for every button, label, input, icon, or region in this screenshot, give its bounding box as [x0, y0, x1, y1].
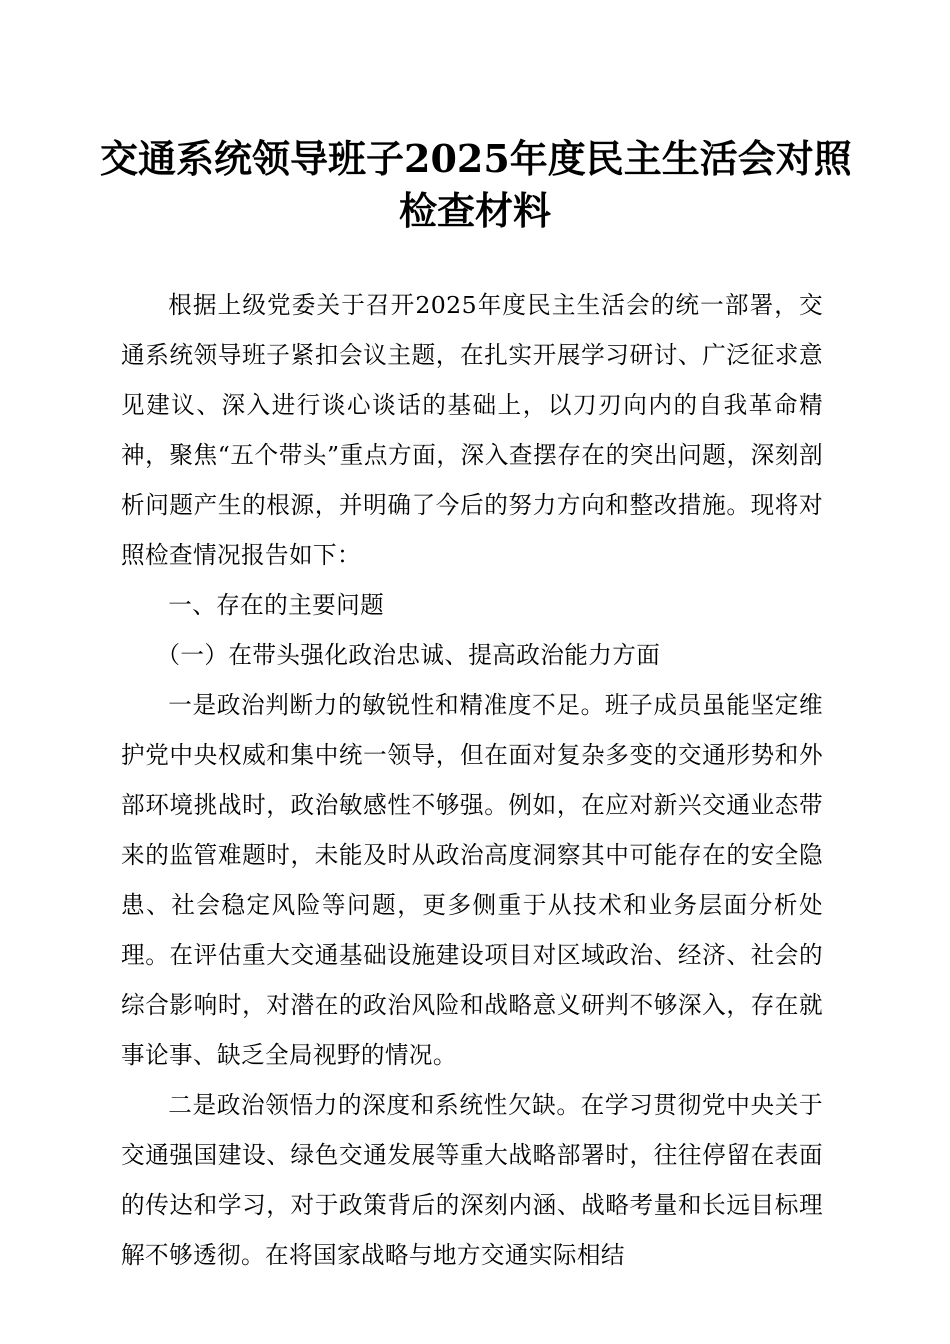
document-title: [100, 133, 850, 237]
paragraph-lead: 二是政治领悟力的深度和系统性欠缺。: [168, 1091, 581, 1119]
paragraph-lead: 一是政治判断力的敏锐性和精准度不足。: [168, 691, 605, 719]
intro-paragraph: 根据上级党委关于召开2025年度民主生活会的统一部署，交通系统领导班子紧扣会议主题，在扎实开展学习研讨、广泛征求意见建议、深入进行谈心谈话的基础上，以刀刃向内的自我革命精神，聚焦“五个带头”重点方面，深入查摆存在的突出问题，深刻剖析问题产生的根源，并明确了今后的努力方向和整改措施。现将对照检查情况报告如下：: [121, 291, 823, 569]
section-heading-problems: 一、存在的主要问题: [168, 591, 385, 619]
paragraph-political-understanding: [121, 1080, 823, 1280]
paragraph-political-judgment: [121, 680, 823, 1080]
document-body: [121, 280, 823, 1280]
title-line-2: 检查材料: [398, 188, 551, 233]
title-line-1: 交通系统领导班子2025年度民主生活会对照: [100, 136, 852, 181]
subsection-heading-political-loyalty: （一）在带头强化政治忠诚、提高政治能力方面: [156, 641, 661, 669]
paragraph-body: 在学习贯彻党中央关于交通强国建设、绿色交通发展等重大战略部署时，往往停留在表面的传达和学习，对于政策背后的深刻内涵、战略考量和长远目标理解不够透彻。在将国家战略与地方交通实际相结: [121, 1091, 823, 1269]
paragraph-body: 班子成员虽能坚定维护党中央权威和集中统一领导，但在面对复杂多变的交通形势和外部环境挑战时，政治敏感性不够强。例如，在应对新兴交通业态带来的监管难题时，未能及时从政治高度洞察其中可能存在的安全隐患、社会稳定风险等问题，更多侧重于从技术和业务层面分析处理。在评估重大交通基础设施建设项目对区域政治、经济、社会的综合影响时，对潜在的政治风险和战略意义研判不够深入，存在就事论事、缺乏全局视野的情况。: [121, 691, 823, 1069]
